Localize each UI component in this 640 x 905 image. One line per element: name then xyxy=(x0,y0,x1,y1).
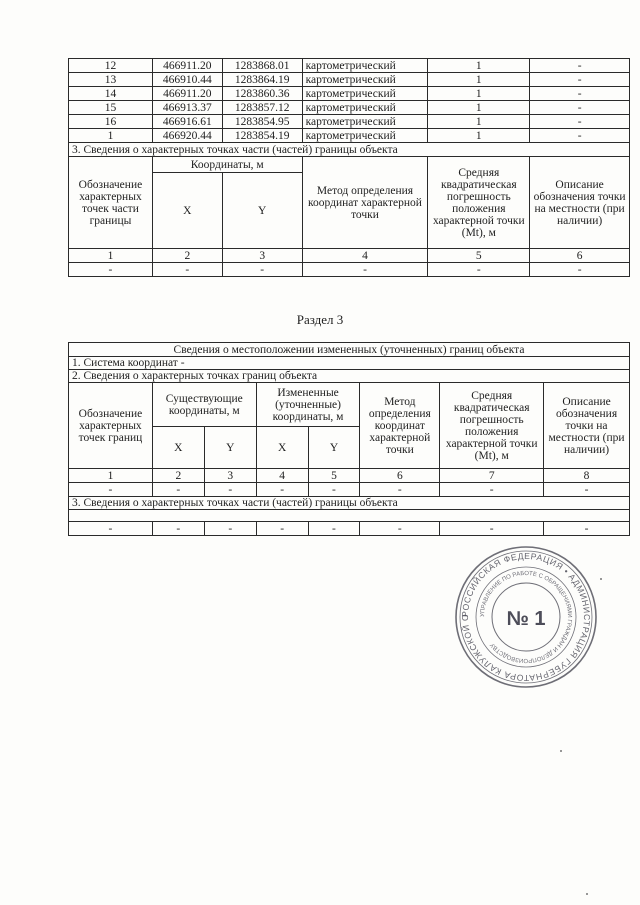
table-row xyxy=(69,129,630,143)
header-x: X xyxy=(152,427,204,469)
point-number: 14 xyxy=(69,87,153,101)
coord-y: 1283860.36 xyxy=(222,87,302,101)
header-mean-error: Средняя квадратическая погрешность положения характерной точки (Mt), м xyxy=(440,383,544,469)
section3-table xyxy=(68,342,630,536)
mean-error: 1 xyxy=(428,101,530,115)
description: - xyxy=(530,73,630,87)
coord-y: 1283868.01 xyxy=(222,59,302,73)
header-x: X xyxy=(256,427,308,469)
method: картометрический xyxy=(302,87,428,101)
header-coordinates: Координаты, м xyxy=(152,157,302,173)
empty-cell: - xyxy=(69,483,153,497)
empty-cell: - xyxy=(222,263,302,277)
coord-y: 1283857.12 xyxy=(222,101,302,115)
point-number: 13 xyxy=(69,73,153,87)
description: - xyxy=(530,59,630,73)
description: - xyxy=(530,87,630,101)
section2-title: 2. Сведения о характерных точках границ объекта xyxy=(69,370,630,383)
mean-error: 1 xyxy=(428,87,530,101)
point-number: 15 xyxy=(69,101,153,115)
header-y: Y xyxy=(222,173,302,249)
empty-cell: - xyxy=(308,483,360,497)
col-num: 8 xyxy=(544,469,630,483)
header-y: Y xyxy=(204,427,256,469)
method: картометрический xyxy=(302,129,428,143)
seal-number: № 1 xyxy=(506,608,546,630)
empty-cell: - xyxy=(152,483,204,497)
table-row xyxy=(69,73,630,87)
empty-cell: - xyxy=(360,483,440,497)
col-num: 4 xyxy=(256,469,308,483)
section-heading: Раздел 3 xyxy=(296,312,344,327)
col-num: 3 xyxy=(222,249,302,263)
section3-title: 3. Сведения о характерных точках части (частей) границы объекта xyxy=(69,497,630,510)
col-num: 7 xyxy=(440,469,544,483)
header-mean-error: Средняя квадратическая погрешность положения характерной точки (Mt), м xyxy=(428,157,530,249)
point-number: 1 xyxy=(69,129,153,143)
coord-y: 1283854.95 xyxy=(222,115,302,129)
header-changed-coords: Измененные (уточненные) координаты, м xyxy=(256,383,360,427)
empty-cell: - xyxy=(204,522,256,536)
empty-cell: - xyxy=(69,522,153,536)
col-num: 1 xyxy=(69,469,153,483)
empty-cell: - xyxy=(152,522,204,536)
mean-error: 1 xyxy=(428,59,530,73)
method: картометрический xyxy=(302,101,428,115)
description: - xyxy=(530,115,630,129)
section3-title: 3. Сведения о характерных точках части (частей) границы объекта xyxy=(69,143,630,157)
col-num: 6 xyxy=(530,249,630,263)
header-x: X xyxy=(152,173,222,249)
empty-cell: - xyxy=(256,483,308,497)
table-row xyxy=(69,87,630,101)
table-row xyxy=(69,59,630,73)
mean-error: 1 xyxy=(428,73,530,87)
col-num: 6 xyxy=(360,469,440,483)
col-num: 1 xyxy=(69,249,153,263)
coord-x: 466920.44 xyxy=(152,129,222,143)
header-point-designation: Обозначение характерных точек границ xyxy=(69,383,153,469)
empty-cell: - xyxy=(440,483,544,497)
empty-cell: - xyxy=(308,522,360,536)
coord-x: 466910.44 xyxy=(152,73,222,87)
empty-cell: - xyxy=(360,522,440,536)
coord-x: 466911.20 xyxy=(152,59,222,73)
empty-cell: - xyxy=(544,522,630,536)
coord-y: 1283864.19 xyxy=(222,73,302,87)
empty-cell: - xyxy=(204,483,256,497)
continuation-table xyxy=(68,58,630,277)
empty-cell: - xyxy=(544,483,630,497)
table-row xyxy=(69,101,630,115)
col-num: 2 xyxy=(152,249,222,263)
method: картометрический xyxy=(302,115,428,129)
header-point-designation: Обозначение характерных точек части границы xyxy=(69,157,153,249)
empty-cell: - xyxy=(440,522,544,536)
empty-cell: - xyxy=(530,263,630,277)
speck xyxy=(586,893,588,895)
speck xyxy=(600,578,602,580)
description: - xyxy=(530,129,630,143)
col-num: 5 xyxy=(428,249,530,263)
header-y: Y xyxy=(308,427,360,469)
col-num: 3 xyxy=(204,469,256,483)
coord-x: 466913.37 xyxy=(152,101,222,115)
col-num: 2 xyxy=(152,469,204,483)
point-number: 12 xyxy=(69,59,153,73)
col-num: 4 xyxy=(302,249,428,263)
blank-row xyxy=(69,510,630,522)
header-method: Метод определения координат характерной точки xyxy=(302,157,428,249)
method: картометрический xyxy=(302,59,428,73)
header-description: Описание обозначения точки на местности (при наличии) xyxy=(530,157,630,249)
table-title: Сведения о местоположении измененных (уточненных) границ объекта xyxy=(69,343,630,357)
empty-cell: - xyxy=(428,263,530,277)
point-number: 16 xyxy=(69,115,153,129)
mean-error: 1 xyxy=(428,129,530,143)
empty-cell: - xyxy=(69,263,153,277)
seal-inner-text: УПРАВЛЕНИЕ ПО РАБОТЕ С ОБРАЩЕНИЯМИ ГРАЖДАН И ДЕЛОПРОИЗВОДСТВУ xyxy=(479,570,573,664)
coord-y: 1283854.19 xyxy=(222,129,302,143)
coord-x: 466916.61 xyxy=(152,115,222,129)
empty-cell: - xyxy=(152,263,222,277)
coordinate-system: 1. Система координат - xyxy=(69,357,630,370)
method: картометрический xyxy=(302,73,428,87)
mean-error: 1 xyxy=(428,115,530,129)
speck xyxy=(560,750,562,752)
empty-cell: - xyxy=(302,263,428,277)
coord-x: 466911.20 xyxy=(152,87,222,101)
official-seal xyxy=(452,543,600,691)
col-num: 5 xyxy=(308,469,360,483)
description: - xyxy=(530,101,630,115)
header-existing-coords: Существующие координаты, м xyxy=(152,383,256,427)
empty-cell: - xyxy=(256,522,308,536)
header-description: Описание обозначения точки на местности (при наличии) xyxy=(544,383,630,469)
table-row xyxy=(69,115,630,129)
seal-outer-text: РОССИЙСКАЯ ФЕДЕРАЦИЯ • АДМИНИСТРАЦИЯ ГУБЕРНАТОРА КАЛУЖСКОЙ О xyxy=(459,550,593,684)
header-method: Метод определения координат характерной точки xyxy=(360,383,440,469)
